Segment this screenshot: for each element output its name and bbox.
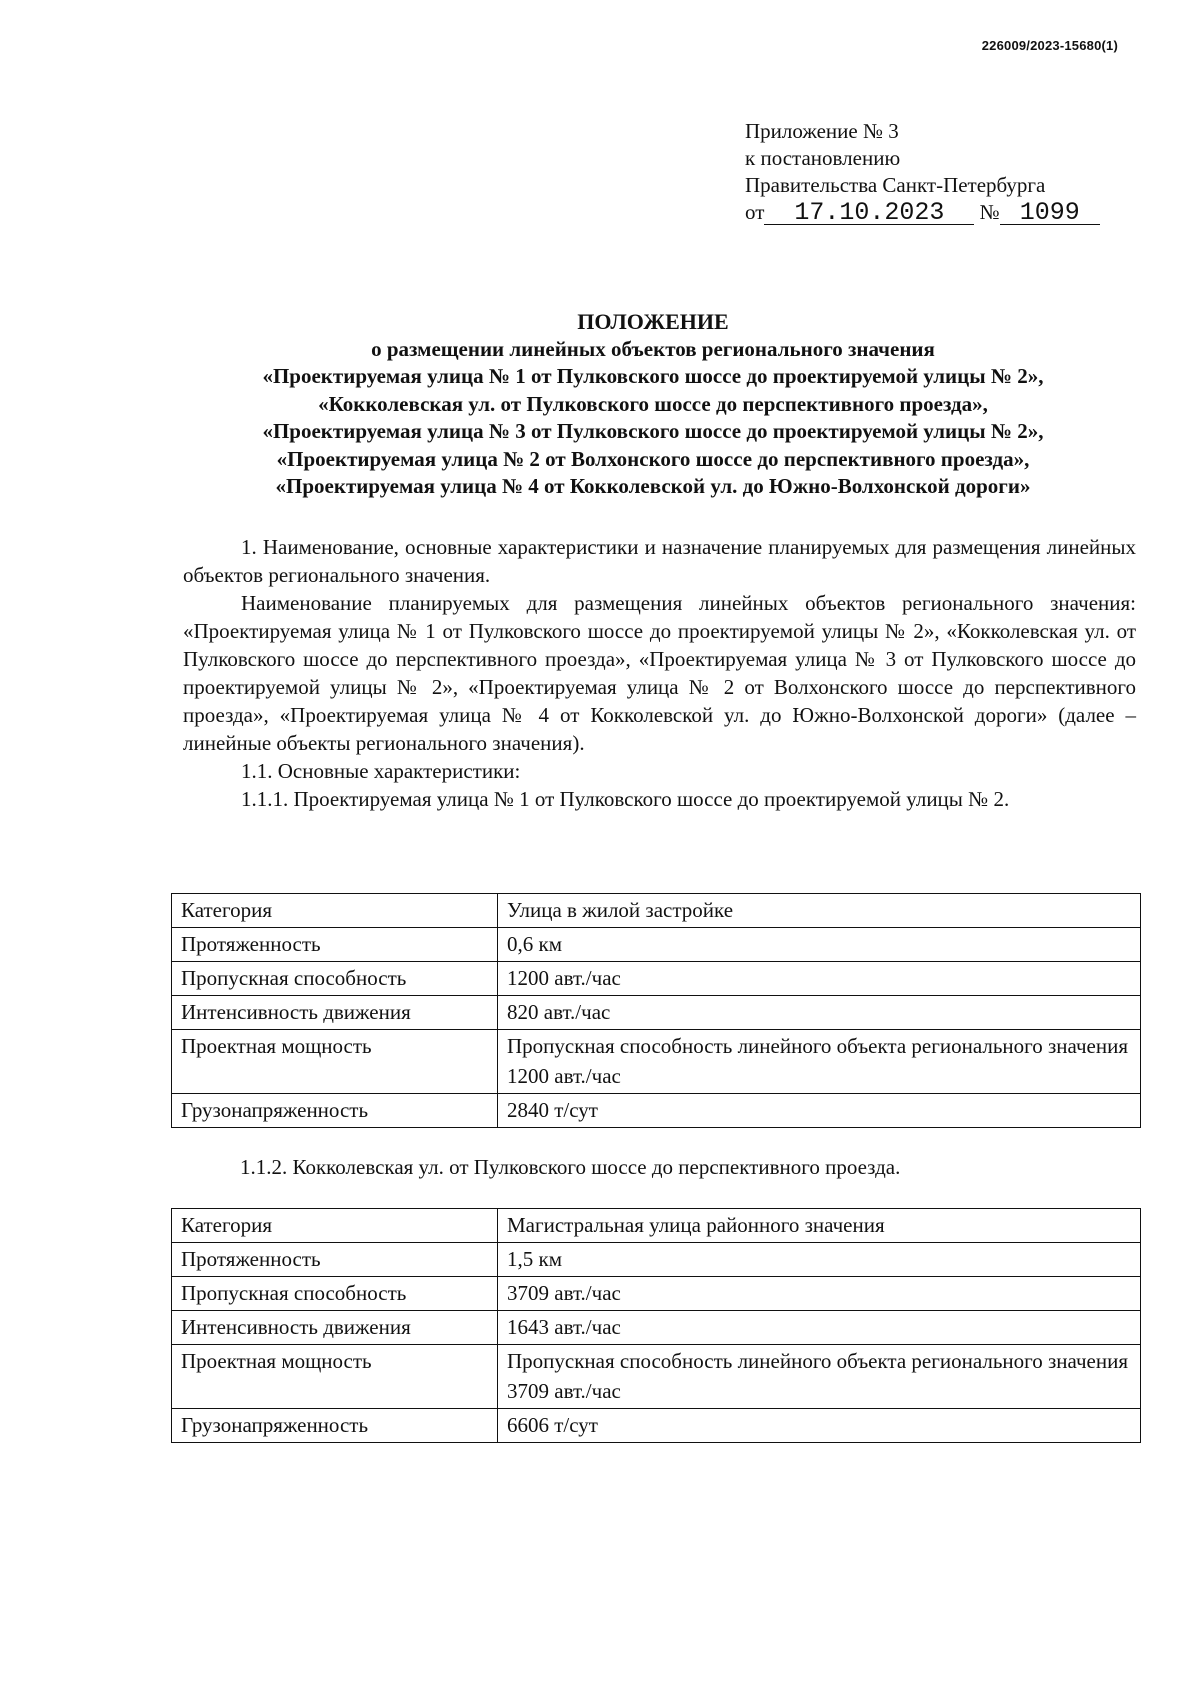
table-cell-value: Пропускная способность линейного объекта регионального значения 3709 авт./час (498, 1345, 1141, 1409)
table-cell-value: Улица в жилой застройке (498, 894, 1141, 928)
table-cell-label: Интенсивность движения (172, 1311, 498, 1345)
table-row (172, 1311, 1141, 1345)
title-line: «Проектируемая улица № 4 от Кокколевской ул. до Южно-Волхонской дороги» (275, 474, 1031, 498)
appendix-line: Приложение № 3 (745, 119, 899, 143)
appendix-line: к постановлению (745, 146, 901, 170)
title-line: «Кокколевская ул. от Пулковского шоссе до перспективного проезда», (318, 391, 988, 416)
table-cell-value: 2840 т/сут (498, 1094, 1141, 1128)
title-line: о размещении линейных объектов регионального значения (371, 336, 935, 361)
document-id: 226009/2023-15680(1) (981, 38, 1118, 53)
paragraph: 1.1. Основные характеристики: (241, 759, 521, 783)
paragraph: Наименование планируемых для размещения линейных объектов регионального значения: «Проектируемая улица № 1 от Пулковского шоссе до проектируемой улицы № 2», «Кокколевская ул. от Пулковского шоссе до перспективного проезда», «Проектируемая улица № 3 от Пулковского шоссе до проектируемой улицы № 2», «Проектируемая улица № 2 от Волхонского шоссе до перспективного проезда», «Проектируемая улица № 4 от Кокколевской ул. до Южно-Волхонской дороги» (далее – линейные объекты регионального значения). (183, 591, 1136, 755)
table-cell-label: Категория (172, 894, 498, 928)
subheading-1-1-2: 1.1.2. Кокколевская ул. от Пулковского шоссе до перспективного проезда. (240, 1155, 901, 1179)
table-row (172, 1345, 1141, 1409)
table-cell-value: 1200 авт./час (498, 962, 1141, 996)
table-cell-label: Интенсивность движения (172, 996, 498, 1030)
document-title (170, 308, 1136, 501)
table-cell-label: Пропускная способность (172, 1277, 498, 1311)
title-line: «Проектируемая улица № 2 от Волхонского шоссе до перспективного проезда», (276, 446, 1030, 471)
paragraph: 1.1.1. Проектируемая улица № 1 от Пулковского шоссе до проектируемой улицы № 2. (241, 787, 1010, 811)
table-row (172, 996, 1141, 1030)
table-cell-label: Протяженность (172, 928, 498, 962)
table-cell-value: 6606 т/сут (498, 1409, 1141, 1443)
table-row (172, 928, 1141, 962)
decree-number: 1099 (1000, 202, 1100, 225)
characteristics-table-1 (171, 893, 1141, 1128)
table-cell-label: Проектная мощность (172, 1345, 498, 1409)
table-cell-label: Грузонапряженность (172, 1409, 498, 1443)
table-cell-value: 3709 авт./час (498, 1277, 1141, 1311)
table-cell-value: Пропускная способность линейного объекта регионального значения 1200 авт./час (498, 1030, 1141, 1094)
table-cell-label: Протяженность (172, 1243, 498, 1277)
appendix-date-line (745, 199, 1100, 226)
body-text (183, 533, 1136, 813)
decree-date: 17.10.2023 (764, 202, 974, 225)
table-row (172, 1243, 1141, 1277)
number-prefix: № (979, 200, 1000, 224)
table-cell-value: 0,6 км (498, 928, 1141, 962)
table-cell-value: 820 авт./час (498, 996, 1141, 1030)
table-cell-label: Проектная мощность (172, 1030, 498, 1094)
title-line: «Проектируемая улица № 3 от Пулковского шоссе до проектируемой улицы № 2», (262, 419, 1044, 443)
paragraph: 1. Наименование, основные характеристики и назначение планируемых для размещения линейных объектов регионального значения. (183, 535, 1136, 587)
table-cell-label: Категория (172, 1209, 498, 1243)
table-row (172, 1277, 1141, 1311)
table-row (172, 1209, 1141, 1243)
title-main: ПОЛОЖЕНИЕ (577, 309, 729, 334)
table-row (172, 1094, 1141, 1128)
table-row (172, 1409, 1141, 1443)
table-row (172, 962, 1141, 996)
table-cell-value: 1643 авт./час (498, 1311, 1141, 1345)
table-cell-value: 1,5 км (498, 1243, 1141, 1277)
appendix-header (745, 118, 1100, 226)
table-cell-label: Грузонапряженность (172, 1094, 498, 1128)
date-prefix: от (745, 200, 765, 224)
table-row (172, 894, 1141, 928)
table-row (172, 1030, 1141, 1094)
appendix-line: Правительства Санкт-Петербурга (745, 173, 1046, 197)
table-cell-label: Пропускная способность (172, 962, 498, 996)
characteristics-table-2 (171, 1208, 1141, 1443)
table-cell-value: Магистральная улица районного значения (498, 1209, 1141, 1243)
title-line: «Проектируемая улица № 1 от Пулковского шоссе до проектируемой улицы № 2», (262, 364, 1044, 388)
